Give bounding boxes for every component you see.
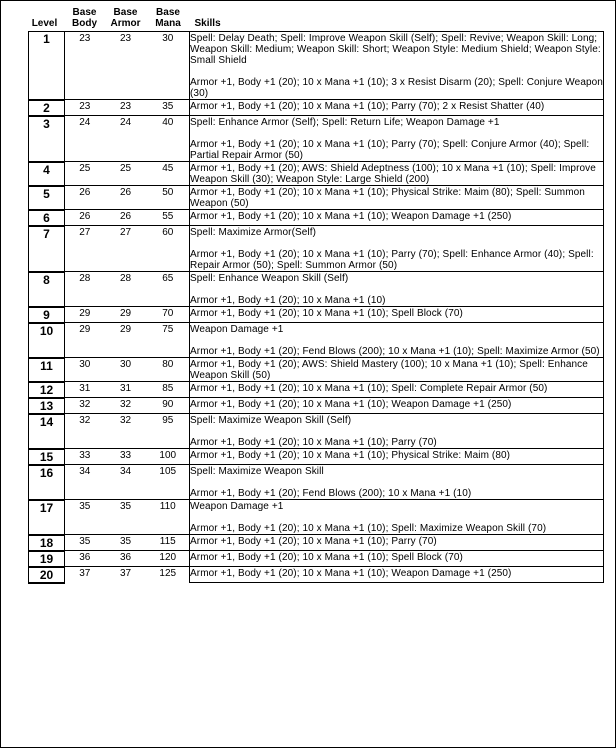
table-row: [29, 465, 604, 500]
skills-cell: Weapon Damage +1 Armor +1, Body +1 (20); Fend Blows (200); 10 x Mana +1 (10); Spell: Maximize Armor (50): [190, 323, 604, 358]
base-armor-cell: 26: [105, 186, 147, 210]
base-mana-cell: 60: [147, 226, 190, 272]
table-row: [29, 116, 604, 162]
level-progression-table: [28, 7, 604, 584]
base-mana-cell: 65: [147, 272, 190, 307]
table-row: [29, 500, 604, 535]
base-body-cell: 32: [65, 398, 105, 414]
level-cell: 11: [29, 358, 65, 382]
base-body-cell: 24: [65, 116, 105, 162]
base-mana-cell: 85: [147, 382, 190, 398]
skills-cell: Spell: Enhance Armor (Self); Spell: Return Life; Weapon Damage +1 Armor +1, Body +1 (20); 10 x Mana +1 (10); Parry (70); Spell: Conjure Armor (40); Spell: Partial Repair Armor (50): [190, 116, 604, 162]
table-row: [29, 162, 604, 186]
table-row: [29, 382, 604, 398]
base-mana-cell: 110: [147, 500, 190, 535]
base-armor-cell: 29: [105, 323, 147, 358]
base-armor-cell: 26: [105, 210, 147, 226]
skills-cell: Armor +1, Body +1 (20); 10 x Mana +1 (10); Weapon Damage +1 (250): [190, 210, 604, 226]
table-row: [29, 398, 604, 414]
table-row: [29, 226, 604, 272]
level-cell: 4: [29, 162, 65, 186]
base-body-cell: 26: [65, 186, 105, 210]
level-cell: 19: [29, 551, 65, 567]
level-cell: 2: [29, 100, 65, 116]
base-mana-cell: 70: [147, 307, 190, 323]
base-mana-cell: 115: [147, 535, 190, 551]
table-row: [29, 535, 604, 551]
level-cell: 6: [29, 210, 65, 226]
level-cell: 15: [29, 449, 65, 465]
table-row: [29, 210, 604, 226]
base-armor-cell: 24: [105, 116, 147, 162]
table-row: [29, 272, 604, 307]
table-row: [29, 567, 604, 583]
skills-cell: Spell: Delay Death; Spell: Improve Weapon Skill (Self); Spell: Revive; Weapon Skill: Long; Weapon Skill: Medium; Weapon Skill: Short; Weapon Style: Medium Shield; Weapon Style: Small Shield Armor +1, Body +1 (20); 10 x Mana +1 (10); 3 x Resist Disarm (20); Spell: Conjure Weapon (30): [190, 33, 603, 99]
base-armor-cell: 32: [105, 414, 147, 449]
table-row: [29, 358, 604, 382]
skills-cell: Armor +1, Body +1 (20); 10 x Mana +1 (10); Parry (70): [190, 535, 604, 551]
base-mana-cell: 35: [147, 100, 190, 116]
level-cell: 13: [29, 398, 65, 414]
base-body-cell: 28: [65, 272, 105, 307]
level-cell: 10: [29, 323, 65, 358]
skills-cell: Armor +1, Body +1 (20); AWS: Shield Adeptness (100); 10 x Mana +1 (10); Spell: Improve Weapon Skill (30); Weapon Style: Large Shield (200): [190, 162, 604, 186]
table-row: [29, 32, 604, 100]
base-body-cell: 33: [65, 449, 105, 465]
base-body-cell: 23: [65, 32, 105, 100]
base-armor-cell: 32: [105, 398, 147, 414]
base-body-cell: 35: [65, 500, 105, 535]
skills-cell: Spell: Maximize Weapon Skill Armor +1, Body +1 (20); Fend Blows (200); 10 x Mana +1 (10): [190, 465, 604, 500]
base-armor-cell: 23: [105, 100, 147, 116]
table-row: [29, 449, 604, 465]
level-header: Level: [31, 18, 58, 29]
base-body-cell: 36: [65, 551, 105, 567]
table-row: [29, 414, 604, 449]
level-cell: 17: [29, 500, 65, 535]
base-mana-cell: 120: [147, 551, 190, 567]
skills-cell: Weapon Damage +1 Armor +1, Body +1 (20); 10 x Mana +1 (10); Spell: Maximize Weapon Skill (70): [190, 500, 604, 535]
level-cell: 12: [29, 382, 65, 398]
skills-cell: Armor +1, Body +1 (20); AWS: Shield Mastery (100); 10 x Mana +1 (10); Spell: Enhance Weapon Skill (50): [190, 358, 604, 382]
skills-header: Skills: [194, 18, 221, 29]
base-mana-cell: 30: [147, 32, 190, 100]
level-cell: 8: [29, 272, 65, 307]
skills-cell: Spell: Maximize Weapon Skill (Self) Armor +1, Body +1 (20); 10 x Mana +1 (10); Parry (70): [190, 414, 604, 449]
level-cell: 1: [29, 32, 65, 100]
base-mana-cell: 40: [147, 116, 190, 162]
base-armor-cell: 35: [105, 535, 147, 551]
base-mana-cell: 45: [147, 162, 190, 186]
base-armor-cell: 36: [105, 551, 147, 567]
base-body-cell: 35: [65, 535, 105, 551]
base-body-cell: 34: [65, 465, 105, 500]
base-mana-cell: 100: [147, 449, 190, 465]
base-armor-cell: 35: [105, 500, 147, 535]
base-body-cell: 26: [65, 210, 105, 226]
table-row: [29, 551, 604, 567]
level-cell: 20: [29, 567, 65, 583]
base-armor-cell: 31: [105, 382, 147, 398]
base-armor-cell: 27: [105, 226, 147, 272]
header-row: [29, 7, 604, 32]
base-body-header: Base Body: [72, 7, 97, 29]
base-body-cell: 29: [65, 323, 105, 358]
skills-cell: Armor +1, Body +1 (20); 10 x Mana +1 (10); Physical Strike: Maim (80); Spell: Summon Weapon (50): [190, 186, 604, 210]
base-body-cell: 37: [65, 567, 105, 583]
level-cell: 5: [29, 186, 65, 210]
base-mana-cell: 75: [147, 323, 190, 358]
base-armor-cell: 30: [105, 358, 147, 382]
level-cell: 14: [29, 414, 65, 449]
base-armor-cell: 23: [105, 32, 147, 100]
base-armor-cell: 28: [105, 272, 147, 307]
skills-cell: Spell: Maximize Armor(Self) Armor +1, Body +1 (20); 10 x Mana +1 (10); Parry (70); Spell: Enhance Armor (40); Spell: Repair Armor (50); Spell: Summon Armor (50): [190, 226, 604, 272]
skills-cell: Armor +1, Body +1 (20); 10 x Mana +1 (10); Spell: Complete Repair Armor (50): [190, 382, 604, 398]
skills-cell: Armor +1, Body +1 (20); 10 x Mana +1 (10); Weapon Damage +1 (250): [190, 567, 604, 583]
table-row: [29, 100, 604, 116]
level-cell: 18: [29, 535, 65, 551]
base-body-cell: 32: [65, 414, 105, 449]
table-row: [29, 186, 604, 210]
base-mana-cell: 50: [147, 186, 190, 210]
skills-cell: Armor +1, Body +1 (20); 10 x Mana +1 (10); Spell Block (70): [190, 551, 604, 567]
skills-cell: Armor +1, Body +1 (20); 10 x Mana +1 (10); Weapon Damage +1 (250): [190, 398, 604, 414]
skills-cell: Armor +1, Body +1 (20); 10 x Mana +1 (10); Physical Strike: Maim (80): [190, 449, 604, 465]
base-body-cell: 29: [65, 307, 105, 323]
table-row: [29, 307, 604, 323]
base-mana-cell: 125: [147, 567, 190, 583]
base-armor-cell: 25: [105, 162, 147, 186]
skills-cell: Armor +1, Body +1 (20); 10 x Mana +1 (10); Spell Block (70): [190, 307, 604, 323]
skills-cell: Armor +1, Body +1 (20); 10 x Mana +1 (10); Parry (70); 2 x Resist Shatter (40): [190, 100, 604, 116]
base-mana-cell: 105: [147, 465, 190, 500]
base-mana-header: Base Mana: [155, 7, 181, 29]
level-cell: 3: [29, 116, 65, 162]
base-mana-cell: 55: [147, 210, 190, 226]
base-mana-cell: 90: [147, 398, 190, 414]
base-armor-header: Base Armor: [110, 7, 141, 29]
base-mana-cell: 80: [147, 358, 190, 382]
level-cell: 16: [29, 465, 65, 500]
level-cell: 9: [29, 307, 65, 323]
table-row: [29, 323, 604, 358]
level-cell: 7: [29, 226, 65, 272]
base-body-cell: 30: [65, 358, 105, 382]
base-armor-cell: 33: [105, 449, 147, 465]
base-armor-cell: 29: [105, 307, 147, 323]
base-armor-cell: 37: [105, 567, 147, 583]
base-body-cell: 25: [65, 162, 105, 186]
skills-cell: Spell: Enhance Weapon Skill (Self) Armor +1, Body +1 (20); 10 x Mana +1 (10): [190, 272, 604, 307]
base-body-cell: 31: [65, 382, 105, 398]
base-armor-cell: 34: [105, 465, 147, 500]
base-body-cell: 27: [65, 226, 105, 272]
base-mana-cell: 95: [147, 414, 190, 449]
base-body-cell: 23: [65, 100, 105, 116]
